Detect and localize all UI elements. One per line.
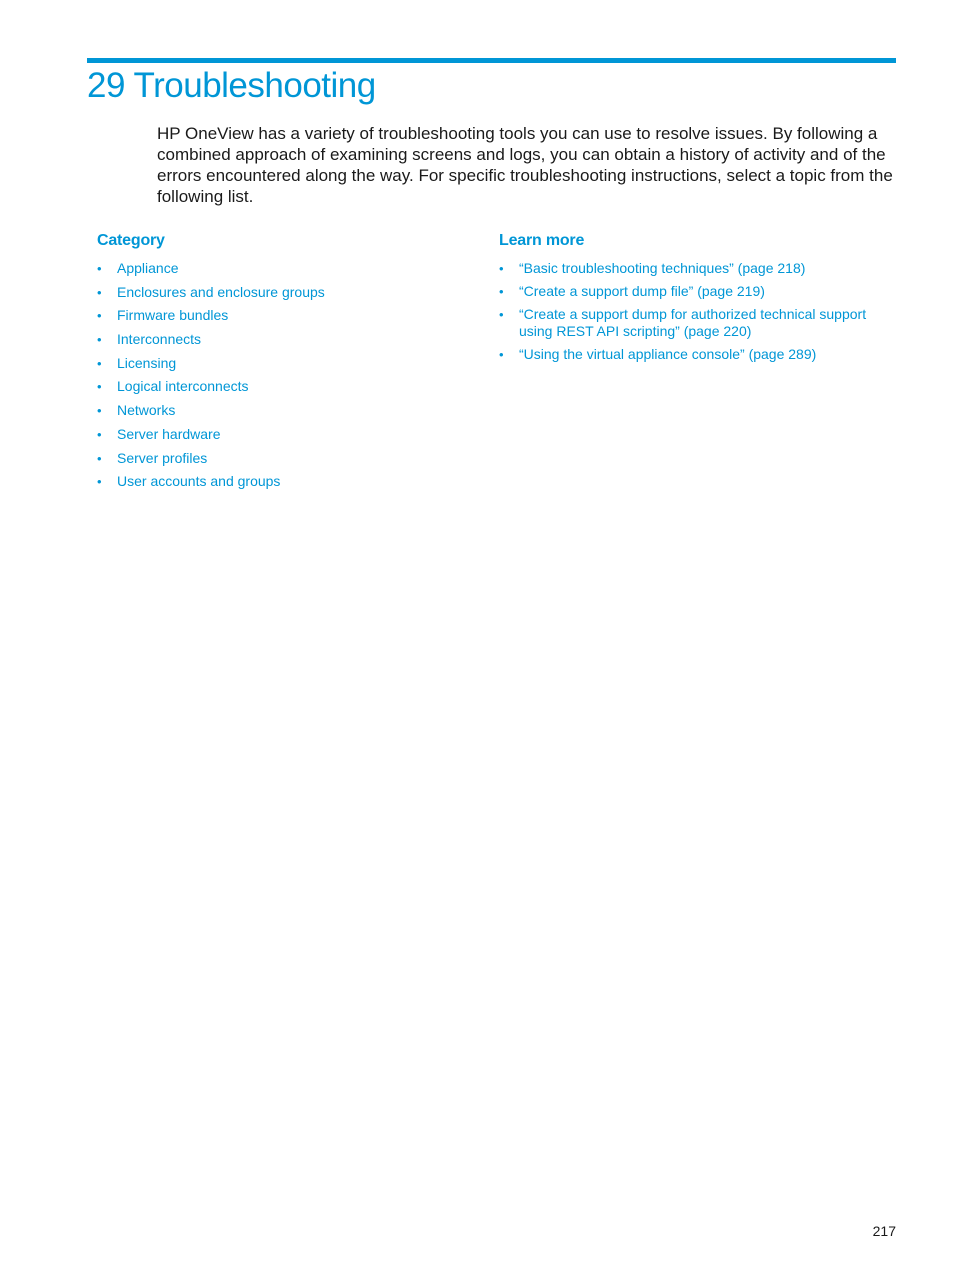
- category-link-server-profiles[interactable]: Server profiles: [117, 449, 208, 466]
- bullet-icon: •: [499, 261, 504, 276]
- chapter-title: 29 Troubleshooting: [87, 66, 376, 105]
- list-item: [97, 450, 467, 467]
- category-list: [97, 260, 467, 490]
- list-item: [499, 346, 899, 363]
- learn-more-column: [499, 230, 899, 369]
- bullet-icon: •: [97, 474, 102, 490]
- bullet-icon: •: [97, 308, 102, 324]
- bullet-icon: •: [97, 426, 102, 442]
- category-link-logical-interconnects[interactable]: Logical interconnects: [117, 378, 249, 395]
- list-item: [97, 331, 467, 348]
- category-heading: Category: [97, 232, 165, 249]
- learn-more-heading: Learn more: [499, 232, 585, 249]
- category-link-licensing[interactable]: Licensing: [117, 354, 177, 371]
- category-link-interconnects[interactable]: Interconnects: [117, 331, 202, 348]
- bullet-icon: •: [97, 355, 102, 371]
- bullet-icon: •: [97, 332, 102, 348]
- list-item: [97, 355, 467, 372]
- bullet-icon: •: [499, 284, 504, 299]
- list-item: [97, 378, 467, 395]
- list-item: [97, 426, 467, 443]
- category-link-enclosures[interactable]: Enclosures and enclosure groups: [117, 283, 325, 300]
- learn-more-link-basic-troubleshooting[interactable]: “Basic troubleshooting techniques” (page 218): [519, 260, 806, 276]
- list-item: [97, 402, 467, 419]
- list-item: [97, 473, 467, 490]
- bullet-icon: •: [499, 347, 504, 362]
- list-item: [499, 260, 899, 277]
- category-link-server-hardware[interactable]: Server hardware: [117, 425, 221, 442]
- list-item: [97, 284, 467, 301]
- list-item: [499, 283, 899, 300]
- bullet-icon: •: [97, 379, 102, 395]
- list-item: [499, 306, 899, 340]
- learn-more-link-support-dump-rest[interactable]: “Create a support dump for authorized technical support using REST API scripting” (page 220): [519, 306, 867, 339]
- learn-more-link-virtual-console[interactable]: “Using the virtual appliance console” (page 289): [519, 346, 817, 362]
- category-link-firmware-bundles[interactable]: Firmware bundles: [117, 307, 229, 324]
- page-number: 217: [872, 1223, 896, 1239]
- category-link-networks[interactable]: Networks: [117, 402, 176, 419]
- category-link-user-accounts[interactable]: User accounts and groups: [117, 473, 281, 490]
- list-item: [97, 260, 467, 277]
- category-column: [97, 230, 467, 497]
- chapter-rule: [87, 58, 896, 63]
- intro-paragraph: HP OneView has a variety of troubleshooting tools you can use to resolve issues. By following a combined approach of examining screens and logs, you can obtain a history of activity and of the errors encountered along the way. For specific troubleshooting instructions, select a topic from the following list.: [157, 124, 893, 206]
- bullet-icon: •: [97, 261, 102, 276]
- learn-more-link-support-dump[interactable]: “Create a support dump file” (page 219): [519, 283, 765, 299]
- bullet-icon: •: [97, 284, 102, 300]
- bullet-icon: •: [97, 450, 102, 466]
- learn-more-list: [499, 260, 899, 363]
- bullet-icon: •: [97, 403, 102, 419]
- list-item: [97, 307, 467, 324]
- bullet-icon: •: [499, 307, 504, 322]
- category-link-appliance[interactable]: Appliance: [117, 260, 179, 276]
